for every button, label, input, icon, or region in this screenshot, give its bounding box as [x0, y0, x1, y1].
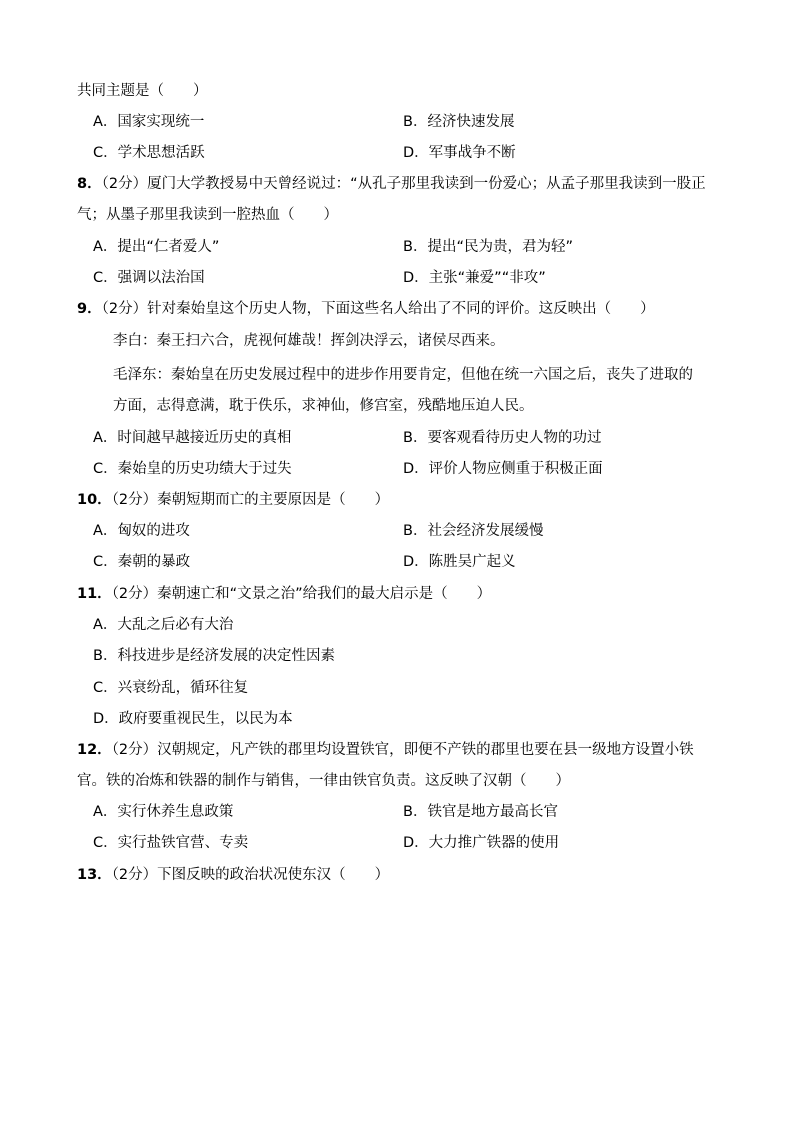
option-c: C．强调以法治国: [93, 270, 205, 286]
option-c: C．兴衰纷乱，循环往复: [93, 680, 249, 696]
question-10-stem: 10．（2分）秦朝短期而亡的主要原因是（ ）: [77, 492, 390, 508]
option-b: B．社会经济发展缓慢: [403, 523, 544, 539]
option-a: A．大乱之后必有大治: [93, 617, 234, 633]
option-c: C．学术思想活跃: [93, 145, 205, 161]
option-b: B．铁官是地方最高长官: [403, 804, 558, 820]
question-stem-continuation: 共同主题是（ ）: [77, 83, 208, 99]
option-a: A．时间越早越接近历史的真相: [93, 430, 292, 446]
question-8-stem-line2: 气；从墨子那里我读到一腔热血（ ）: [77, 207, 338, 223]
quote-li-bai: 李白：秦王扫六合，虎视何雄哉！挥剑决浮云，诸侯尽西来。: [113, 333, 505, 349]
option-a: A．匈奴的进攻: [93, 523, 190, 539]
option-a: A．实行休养生息政策: [93, 804, 234, 820]
quote-mao-zedong: 毛泽东：秦始皇在历史发展过程中的进步作用要肯定，但他在统一六国之后，丧失了进取的: [113, 367, 693, 383]
question-9-stem: 9．（2分）针对秦始皇这个历史人物，下面这些名人给出了不同的评价。这反映出（ ）: [77, 301, 655, 317]
option-c: C．秦始皇的历史功绩大于过失: [93, 461, 292, 477]
question-8-stem: 8．（2分）厦门大学教授易中天曾经说过：“从孔子那里我读到一份爱心；从孟子那里我读到一股正: [77, 176, 706, 192]
option-d: D．陈胜吴广起义: [403, 554, 516, 570]
option-a: A．提出“仁者爱人”: [93, 239, 220, 255]
question-12-stem-line2: 官。铁的冶炼和铁器的制作与销售，一律由铁官负责。这反映了汉朝（ ）: [77, 773, 570, 789]
option-c: C．实行盐铁官营、专卖: [93, 835, 249, 851]
option-d: D．评价人物应侧重于积极正面: [403, 461, 603, 477]
option-d: D．主张“兼爱”“非攻”: [403, 270, 546, 286]
option-d: D．政府要重视民生，以民为本: [93, 711, 293, 727]
question-11-stem: 11．（2分）秦朝速亡和“文景之治”给我们的最大启示是（ ）: [77, 586, 492, 602]
quote-mao-zedong-cont: 方面，志得意满，耽于佚乐，求神仙，修宫室，残酷地压迫人民。: [113, 398, 534, 414]
question-12-stem: 12．（2分）汉朝规定，凡产铁的郡里均设置铁官，即便不产铁的郡里也要在县一级地方设置小铁: [77, 742, 694, 758]
option-b: B．要客观看待历史人物的功过: [403, 430, 602, 446]
option-b: B．经济快速发展: [403, 114, 515, 130]
question-13-stem: 13．（2分）下图反映的政治状况使东汉（ ）: [77, 867, 390, 883]
option-b: B．提出“民为贵，君为轻”: [403, 239, 573, 255]
option-c: C．秦朝的暴政: [93, 554, 191, 570]
option-a: A．国家实现统一: [93, 114, 205, 130]
option-d: D．军事战争不断: [403, 145, 516, 161]
option-d: D．大力推广铁器的使用: [403, 835, 560, 851]
option-b: B．科技进步是经济发展的决定性因素: [93, 648, 335, 664]
